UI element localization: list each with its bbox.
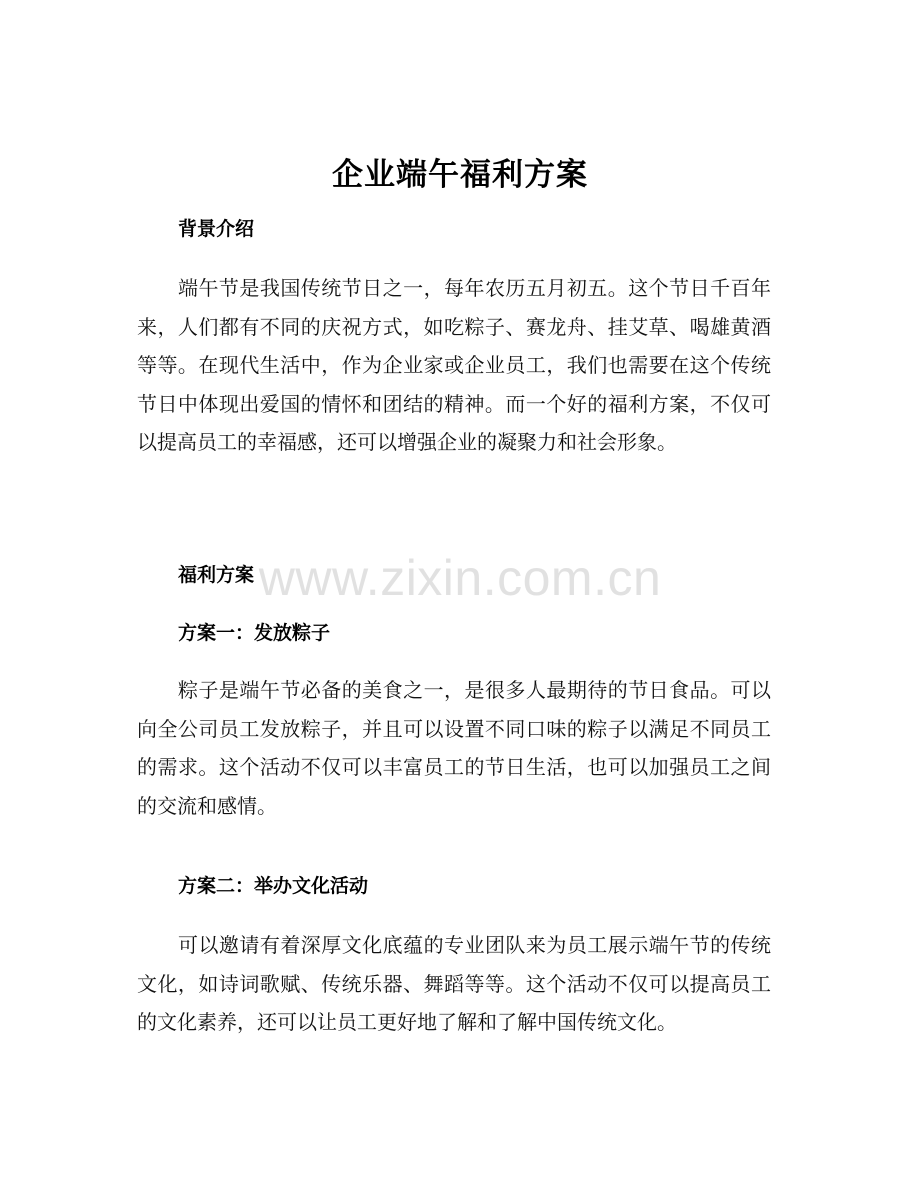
paragraph-background: 端午节是我国传统节日之一，每年农历五月初五。这个节日千百年来，人们都有不同的庆祝方式，如吃粽子、赛龙舟、挂艾草、喝雄黄酒等等。在现代生活中，作为企业家或企业员工，我们也需要在这个传统节日中体现出爱国的情怀和团结的精神。而一个好的福利方案，不仅可以提高员工的幸福感，还可以增强企业的凝聚力和社会形象。	[137, 276, 771, 454]
section-heading-benefits: 福利方案	[178, 564, 255, 586]
section-heading-plan-one: 方案一：发放粽子	[178, 622, 331, 644]
paragraph-plan-one: 粽子是端午节必备的美食之一，是很多人最期待的节日食品。可以向全公司员工发放粽子，并且可以设置不同口味的粽子以满足不同员工的需求。这个活动不仅可以丰富员工的节日生活，也可以加强员工之间的交流和感情。	[137, 678, 771, 818]
section-heading-plan-two: 方案二：举办文化活动	[178, 875, 369, 897]
watermark: www.zixin.com.cn	[258, 550, 662, 606]
document-title: 企业端午福利方案	[332, 157, 588, 193]
section-heading-background: 背景介绍	[178, 218, 255, 240]
paragraph-plan-two: 可以邀请有着深厚文化底蕴的专业团队来为员工展示端午节的传统文化，如诗词歌赋、传统乐器、舞蹈等等。这个活动不仅可以提高员工的文化素养，还可以让员工更好地了解和了解中国传统文化。	[137, 933, 771, 1034]
